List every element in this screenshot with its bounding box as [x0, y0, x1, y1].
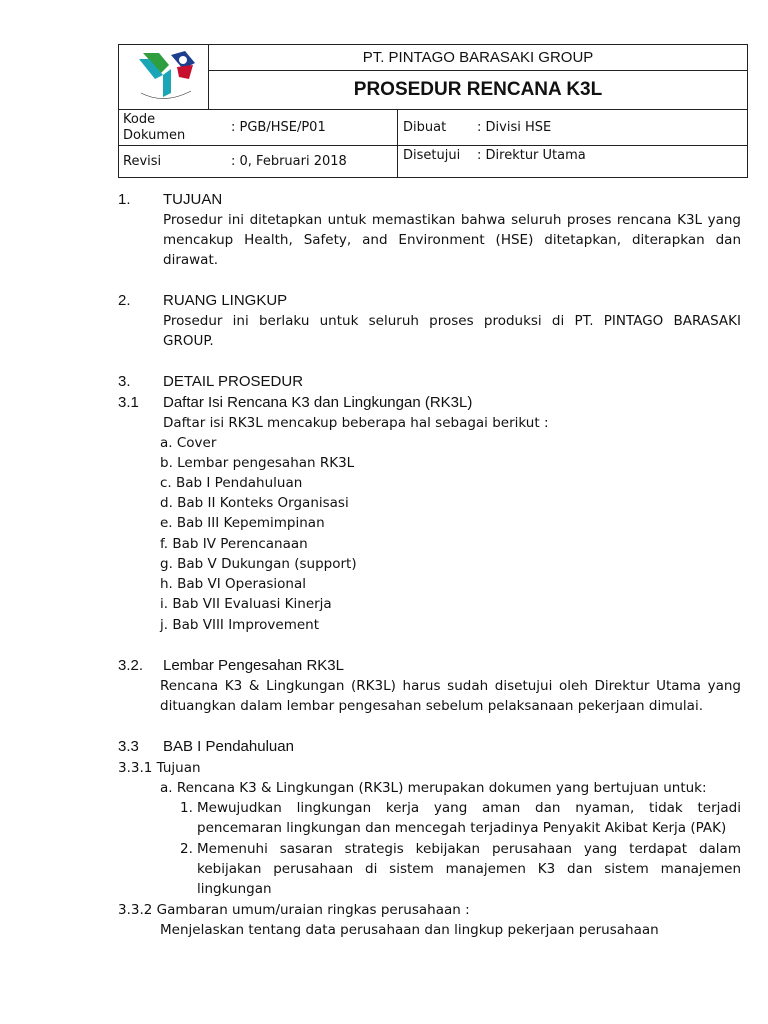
point-1-text: Mewujudkan lingkungan kerja yang aman dan nyaman, tidak terjadi pencemaran lingkungan dan mencegah terjadinya Penyakit Akibat Kerja (PAK) [197, 800, 741, 836]
section-3-1-number: 3.1 [118, 394, 139, 411]
disetujui-label: Disetujui [403, 148, 461, 163]
section-3-3-number: 3.3 [118, 738, 139, 755]
section-3-2-title: Lembar Pengesahan RK3L [163, 657, 344, 674]
section-1-title: TUJUAN [163, 191, 223, 208]
section-3-2-number: 3.2. [118, 657, 144, 674]
section-3-number: 3. [118, 373, 131, 390]
section-3-3-1: 3.3.1 Tujuan [118, 760, 201, 776]
section-3-1-title: Daftar Isi Rencana K3 dan Lingkungan (RK3L) [163, 394, 473, 411]
list-item: d. Bab II Konteks Organisasi [160, 495, 349, 511]
section-2-number: 2. [118, 292, 131, 309]
header-row-kode [119, 109, 747, 145]
section-3-title: DETAIL PROSEDUR [163, 373, 304, 390]
section-1-number: 1. [118, 191, 131, 208]
revisi-value: : 0, Februari 2018 [231, 154, 347, 169]
header-row-revisi [119, 145, 747, 177]
dokumen-label: Dokumen [123, 128, 186, 143]
list-item: b. Lembar pengesahan RK3L [160, 455, 355, 471]
section-3-2-text: Rencana K3 & Lingkungan (RK3L) harus sudah disetujui oleh Direktur Utama yang dituangkan dalam lembar pengesahan sebelum pelaksanaan pekerjaan dimulai. [160, 678, 741, 714]
list-item: g. Bab V Dukungan (support) [160, 556, 357, 572]
document-title: PROSEDUR RENCANA K3L [353, 79, 603, 100]
list-item: c. Bab I Pendahuluan [160, 475, 303, 491]
point-1-number: 1. [180, 800, 193, 816]
section-2-text: Prosedur ini berlaku untuk seluruh proses produksi di PT. PINTAGO BARASAKI GROUP. [163, 313, 741, 349]
section-3-3-1-a: a. Rencana K3 & Lingkungan (RK3L) merupakan dokumen yang bertujuan untuk: [160, 780, 707, 796]
kode-value: : PGB/HSE/P01 [231, 120, 326, 135]
section-1-text: Prosedur ini ditetapkan untuk memastikan bahwa seluruh proses rencana K3L yang mencakup Health, Safety, and Environment (HSE) ditetapkan, diterapkan dan dirawat. [163, 212, 741, 268]
company-logo-icon [119, 45, 209, 109]
revisi-label: Revisi [123, 154, 162, 169]
list-item: j. Bab VIII Improvement [160, 617, 320, 633]
point-2-number: 2. [180, 841, 193, 857]
list-item: i. Bab VII Evaluasi Kinerja [160, 596, 332, 612]
section-2-title: RUANG LINGKUP [163, 292, 288, 309]
list-item: h. Bab VI Operasional [160, 576, 306, 592]
company-logo [119, 45, 209, 109]
list-item: f. Bab IV Perencanaan [160, 536, 308, 552]
dibuat-label: Dibuat [403, 120, 447, 135]
list-item: e. Bab III Kepemimpinan [160, 515, 325, 531]
disetujui-value: : Direktur Utama [477, 148, 586, 163]
section-3-3-2-text: Menjelaskan tentang data perusahaan dan lingkup pekerjaan perusahaan [160, 922, 659, 938]
dibuat-value: : Divisi HSE [477, 120, 552, 135]
section-3-1-intro: Daftar isi RK3L mencakup beberapa hal sebagai berikut : [163, 415, 549, 431]
document-header-table [118, 44, 748, 178]
kode-label: Kode [123, 112, 156, 127]
list-item: a. Cover [160, 435, 217, 451]
company-name: PT. PINTAGO BARASAKI GROUP [209, 45, 747, 71]
point-2-text: Memenuhi sasaran strategis kebijakan perusahaan yang terdapat dalam kebijakan perusahaan di sistem manajemen K3 dan sistem manajemen lingkungan [197, 841, 741, 897]
section-3-3-2: 3.3.2 Gambaran umum/uraian ringkas perusahaan : [118, 902, 470, 918]
section-3-3-title: BAB I Pendahuluan [163, 738, 294, 755]
